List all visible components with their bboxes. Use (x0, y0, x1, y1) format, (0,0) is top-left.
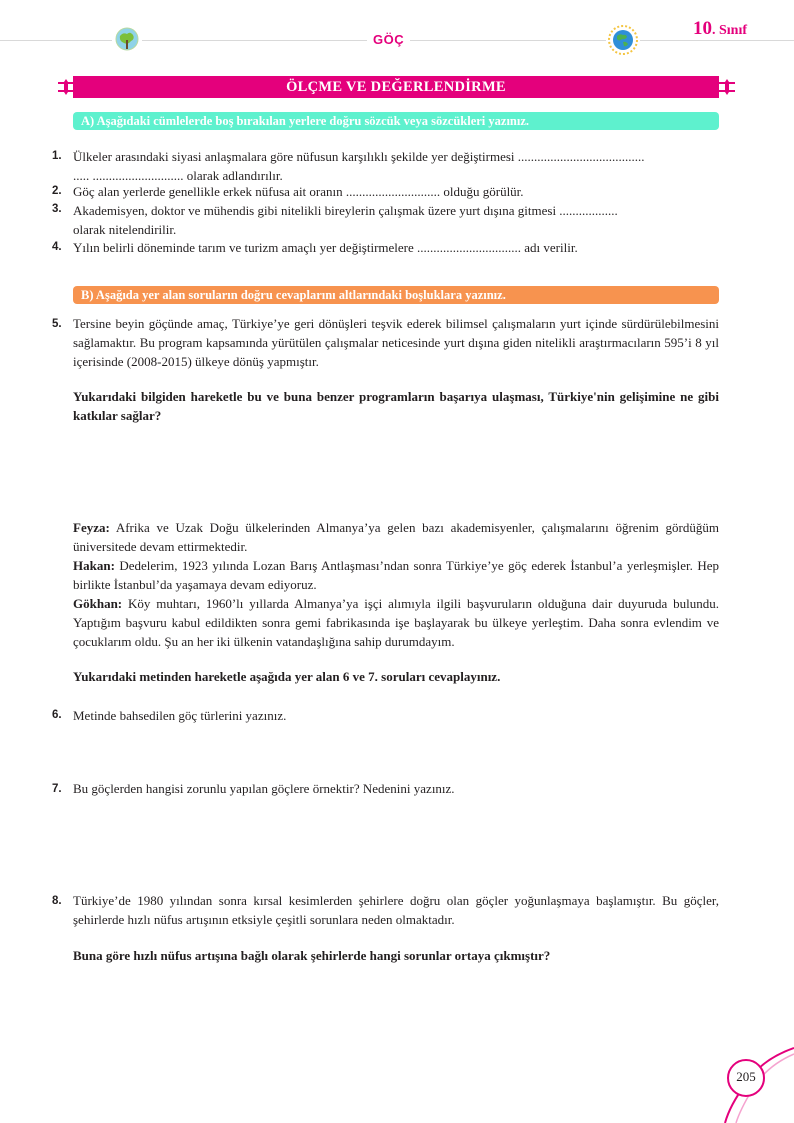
item-line: olarak nitelendirilir. (73, 222, 177, 237)
grade-number: 10 (693, 18, 712, 39)
speaker-name: Feyza: (73, 520, 110, 535)
question-5-prompt: Yukarıdaki bilgiden hareketle bu ve buna benzer programların başarıya ulaşması, Türkiye'nin gelişimine ne gibi katkılar sağlar? (73, 389, 719, 423)
speaker-name: Hakan: (73, 558, 115, 573)
speaker-text: Dedelerim, 1923 yılında Lozan Barış Antlaşması’ndan sonra Türkiye’ye göç ederek İstanbul’a yerleşmişler. Hep birlikte İstanbul’da yaşamaya devam ediyoruz. (73, 558, 720, 592)
question-6-text: Metinde bahsedilen göç türlerini yazınız. (73, 708, 287, 723)
ornament-icon (719, 79, 735, 95)
globe-icon (608, 25, 638, 55)
part-a-instruction-bar (73, 112, 719, 130)
fill-in-item (73, 182, 719, 201)
fill-in-item (73, 147, 719, 185)
question-8-text: Türkiye’de 1980 yılından sonra kırsal kesimlerden şehirlere doğru olan göçler yoğunlaşmaya başlamıştır. Bu göçler, şehirlerde hızlı nüfus artışının etksiyle çeşitli sorunlara neden olmaktadır. (73, 893, 719, 927)
header-rule-right (640, 40, 794, 41)
header-rule-middle-right (410, 40, 606, 41)
question-number: 4. (52, 241, 62, 253)
item-line: Ülkeler arasındaki siyasi anlaşmalara göre nüfusun karşılıklı şekilde yer değiştirmesi ....................................... (73, 149, 645, 164)
header-rule-left (0, 40, 112, 41)
part-a-instruction: A) Aşağıdaki cümlelerde boş bırakılan yerlere doğru sözcük veya sözcükleri yazınız. (81, 114, 530, 128)
ornament-icon (58, 79, 74, 95)
question-number: 8. (52, 895, 62, 907)
grade-word: . Sınıf (712, 23, 748, 38)
speaker-name: Gökhan: (73, 596, 123, 611)
dialogue-entry (73, 556, 719, 594)
dialogue-entry (73, 594, 719, 651)
question-5-text: Tersine beyin göçünde amaç, Türkiye’ye geri dönüşleri teşvik ederek bilimsel çalışmaların yurt içinde sürdürülebilmesini sağlamaktır. Bu program kapsamında yürütülen çalışmalar neticesinde yurt dışına giden nitelikli araştırmacıların 595’i 8 yıl içerisinde (2008-2015) ülkeye dönüş yapmıştır. (73, 316, 719, 369)
dialogue-block (73, 518, 719, 651)
section-banner: ÖLÇME VE DEĞERLENDİRME (73, 76, 719, 98)
question-number: 7. (52, 783, 62, 795)
part-b-instruction: B) Aşağıda yer alan soruların doğru cevaplarını altlarındaki boşluklara yazınız. (81, 288, 506, 302)
earth-tree-icon (114, 26, 140, 52)
grade-label (693, 18, 747, 40)
question-7-text: Bu göçlerden hangisi zorunlu yapılan göçlere örnektir? Nedenini yazınız. (73, 781, 455, 796)
question-number: 3. (52, 203, 62, 215)
header-title: GÖÇ (373, 32, 405, 47)
question-8-prompt: Buna göre hızlı nüfus artışına bağlı olarak şehirlerde hangi sorunlar ortaya çıkmıştır? (73, 948, 551, 963)
fill-in-item (73, 238, 719, 257)
item-line: Göç alan yerlerde genellikle erkek nüfusa ait oranın ............................. olduğu görülür. (73, 184, 524, 199)
question-number: 6. (52, 709, 62, 721)
question-number: 1. (52, 150, 62, 162)
item-line: Yılın belirli döneminde tarım ve turizm amaçlı yer değiştirmelere ................................ adı verilir. (73, 240, 578, 255)
header-rule-middle (142, 40, 367, 41)
item-line: Akademisyen, doktor ve mühendis gibi nitelikli bireylerin çalışmak üzere yurt dışına gitmesi .................. (73, 203, 618, 218)
speaker-text: Köy muhtarı, 1960’lı yıllarda Almanya’ya işçi alımıyla ilgili başvuruların olduğuna dair duyuruda bulundu. Yaptığım başvuru kabul edildikten sonra gemi fabrikasında işe başlayarak bu ülkeye yerleştim. Daha sonra evlendim ve çocuklarım oldu. Şu an her iki ülkenin vatandaşlığına sahip durumdayım. (73, 596, 720, 649)
dialogue-entry (73, 518, 719, 556)
question-number: 5. (52, 318, 62, 330)
question-number: 2. (52, 185, 62, 197)
part-b-instruction-bar (73, 286, 719, 304)
dialogue-instruction: Yukarıdaki metinden hareketle aşağıda yer alan 6 ve 7. soruları cevaplayınız. (73, 669, 501, 684)
page-number: 205 (736, 1069, 756, 1084)
speaker-text: Afrika ve Uzak Doğu ülkelerinden Almanya’ya gelen bazı akademisyenler, çalışmalarını öğrenim gördüğüm üniversitede devam ettirmektedir. (73, 520, 719, 554)
item-line: ..... ............................ olarak adlandırılır. (73, 168, 283, 183)
fill-in-item (73, 201, 719, 239)
